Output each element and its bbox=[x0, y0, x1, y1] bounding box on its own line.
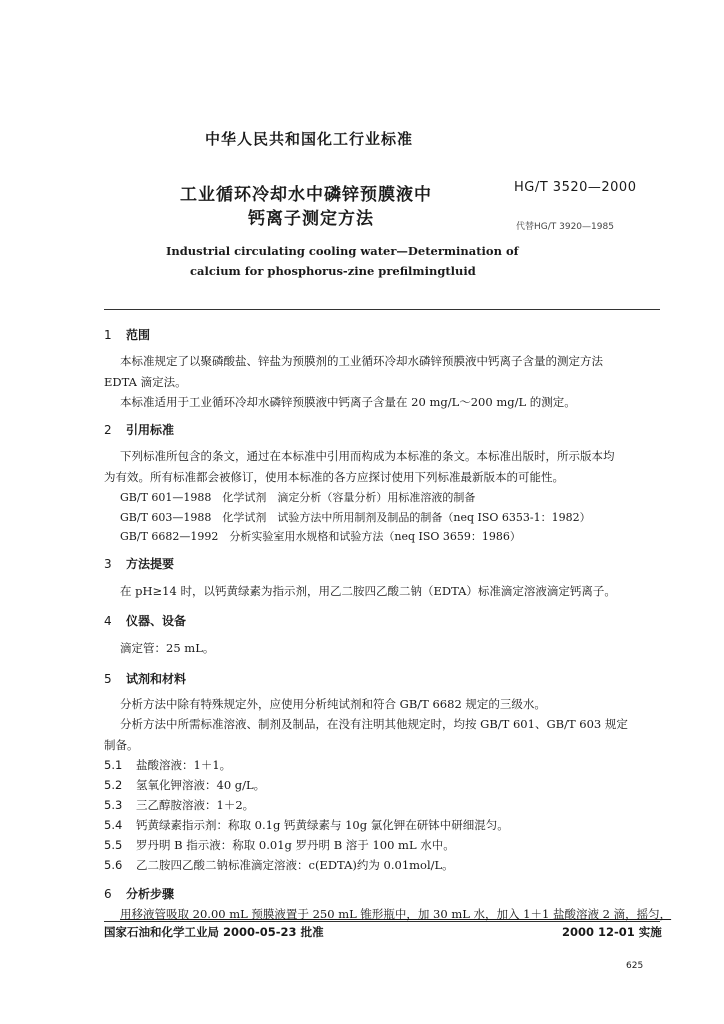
section-title: 范围 bbox=[126, 328, 151, 342]
section-number: 3 bbox=[104, 557, 112, 571]
item-text: 罗丹明 B 指示液：称取 0.01g 罗丹明 B 溶于 100 mL 水中。 bbox=[136, 838, 455, 852]
item-number: 5.4 bbox=[104, 818, 123, 832]
section-number: 5 bbox=[104, 672, 112, 686]
item-text: 三乙醇胺溶液：1＋2。 bbox=[136, 798, 255, 812]
replaces-standard: 代替HG/T 3920—1985 bbox=[516, 222, 614, 232]
reference-item: GB/T 601—1988 化学试剂 滴定分析（容量分析）用标准溶液的制备 bbox=[120, 491, 476, 504]
reference-item: GB/T 6682—1992 分析实验室用水规格和试验方法（neq ISO 3659：1986） bbox=[120, 530, 521, 543]
item-number: 5.5 bbox=[104, 838, 123, 852]
item-number: 5.2 bbox=[104, 778, 123, 792]
reagent-item bbox=[104, 797, 254, 813]
item-number: 5.3 bbox=[104, 798, 123, 812]
standard-type-heading: 中华人民共和国化工行业标准 bbox=[205, 130, 414, 148]
section-2-paragraph-line1: 下列标准所包含的条文，通过在本标准中引用而构成为本标准的条文。本标准出版时，所示版本均 bbox=[120, 449, 615, 463]
section-4-paragraph: 滴定管：25 mL。 bbox=[120, 641, 215, 655]
reagent-item bbox=[104, 857, 454, 873]
section-number: 6 bbox=[104, 887, 112, 901]
effective-date: 2000 12-01 实施 bbox=[562, 925, 662, 939]
document-title-line1: 工业循环冷却水中磷锌预膜液中 bbox=[180, 185, 432, 205]
section-number: 2 bbox=[104, 423, 112, 437]
item-number: 5.6 bbox=[104, 858, 123, 872]
section-title: 方法提要 bbox=[126, 557, 175, 571]
reference-item: GB/T 603—1988 化学试剂 试验方法中所用制剂及制品的制备（neq ISO 6353-1：1982） bbox=[120, 511, 591, 524]
section-6-paragraph: 用移液管吸取 20.00 mL 预膜液置于 250 mL 锥形瓶中，加 30 mL 水，加入 1＋1 盐酸溶液 2 滴，摇匀， bbox=[120, 907, 672, 921]
document-title-line2: 钙离子测定方法 bbox=[248, 209, 374, 229]
reagent-item bbox=[104, 777, 265, 793]
item-number: 5.1 bbox=[104, 758, 123, 772]
footer-divider bbox=[104, 921, 660, 922]
item-text: 乙二胺四乙酸二钠标准滴定溶液：c(EDTA)约为 0.01mol/L。 bbox=[136, 858, 454, 872]
section-number: 4 bbox=[104, 614, 112, 628]
section-3-paragraph: 在 pH≥14 时，以钙黄绿素为指示剂，用乙二胺四乙酸二钠（EDTA）标准滴定溶液滴定钙离子。 bbox=[120, 584, 616, 598]
section-title: 分析步骤 bbox=[126, 887, 175, 901]
item-text: 盐酸溶液：1＋1。 bbox=[136, 758, 232, 772]
section-1-heading bbox=[104, 326, 150, 343]
section-title: 仪器、设备 bbox=[126, 614, 187, 628]
standard-code: HG/T 3520—2000 bbox=[514, 180, 637, 195]
section-1-paragraph-2: 本标准适用于工业循环冷却水磷锌预膜液中钙离子含量在 20 mg/L～200 mg/L 的测定。 bbox=[120, 395, 576, 409]
section-6-heading bbox=[104, 885, 174, 902]
reagent-item bbox=[104, 837, 455, 853]
section-3-heading bbox=[104, 555, 174, 572]
section-1-paragraph-1-line1: 本标准规定了以聚磷酸盐、锌盐为预膜剂的工业循环冷却水磷锌预膜液中钙离子含量的测定方法 bbox=[120, 354, 603, 368]
section-title: 引用标准 bbox=[126, 423, 175, 437]
section-number: 1 bbox=[104, 328, 112, 342]
section-2-paragraph-line2: 为有效。所有标准都会被修订，使用本标准的各方应探讨使用下列标准最新版本的可能性。 bbox=[104, 470, 564, 484]
english-title-line1: Industrial circulating cooling water—Determination of bbox=[166, 244, 519, 258]
approval-date: 国家石油和化学工业局 2000-05-23 批准 bbox=[104, 925, 324, 939]
section-5-heading bbox=[104, 670, 186, 687]
item-text: 钙黄绿素指示剂：称取 0.1g 钙黄绿素与 10g 氯化钾在研钵中研细混匀。 bbox=[136, 818, 509, 832]
english-title-line2: calcium for phosphorus-zine prefilmingtluid bbox=[190, 264, 476, 278]
section-title: 试剂和材料 bbox=[126, 672, 187, 686]
section-5-paragraph-2-line2: 制备。 bbox=[104, 738, 139, 752]
reagent-item bbox=[104, 817, 509, 833]
section-2-heading bbox=[104, 421, 174, 438]
item-text: 氢氧化钾溶液：40 g/L。 bbox=[136, 778, 266, 792]
section-5-paragraph-2-line1: 分析方法中所需标准溶液、制剂及制品，在没有注明其他规定时，均按 GB/T 601、GB/T 603 规定 bbox=[120, 717, 628, 731]
header-divider bbox=[104, 309, 660, 310]
reagent-item bbox=[104, 757, 231, 773]
page-number: 625 bbox=[626, 961, 644, 971]
section-4-heading bbox=[104, 612, 186, 629]
section-1-paragraph-1-line2: EDTA 滴定法。 bbox=[104, 375, 187, 389]
section-5-paragraph-1: 分析方法中除有特殊规定外，应使用分析纯试剂和符合 GB/T 6682 规定的三级水。 bbox=[120, 697, 546, 711]
